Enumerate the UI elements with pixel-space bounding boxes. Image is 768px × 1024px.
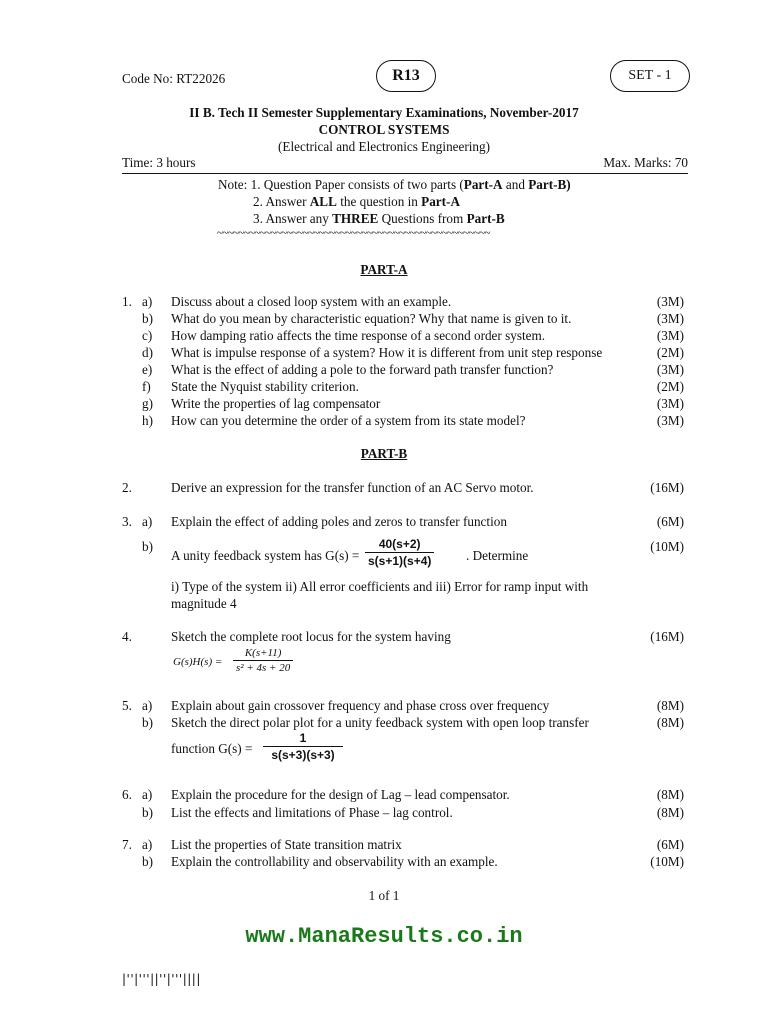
subpart-label: g) (142, 396, 153, 411)
page-number: 1 of 1 (368, 888, 400, 903)
subpart-label: e) (142, 362, 153, 377)
question-text: List the properties of State transition matrix (171, 837, 402, 852)
question-marks: (8M) (656, 715, 684, 730)
website-link[interactable]: www.ManaResults.co.in (245, 924, 523, 949)
subpart-label: a) (142, 787, 153, 802)
question-text: List the effects and limitations of Phase – lag control. (171, 805, 453, 820)
question-number: 5. (122, 698, 132, 713)
barcode: |''|'''||''|'''|||| (122, 972, 201, 986)
question-marks: (3M) (656, 311, 684, 326)
fraction-denominator: s² + 4s + 20 (236, 662, 291, 674)
question-marks: (3M) (656, 294, 684, 309)
question-text: magnitude 4 (171, 596, 237, 611)
question-text: Sketch the direct polar plot for a unity feedback system with open loop transfer (171, 715, 589, 730)
question-text: Explain about gain crossover frequency and phase cross over frequency (171, 698, 550, 713)
part-b-heading: PART-B (360, 446, 408, 461)
question-text: How damping ratio affects the time response of a second order system. (171, 328, 546, 343)
question-number: 3. (122, 514, 132, 529)
question-marks: (8M) (656, 787, 684, 802)
question-text: Explain the procedure for the design of Lag – lead compensator. (171, 787, 510, 802)
exam-time: Time: 3 hours (122, 155, 196, 170)
question-text: Derive an expression for the transfer function of an AC Servo motor. (171, 480, 534, 495)
question-marks: (10M) (650, 539, 684, 554)
exam-title: II B. Tech II Semester Supplementary Examinations, November-2017 (189, 105, 579, 120)
question-number: 1. (122, 294, 132, 309)
question-text: i) Type of the system ii) All error coefficients and iii) Error for ramp input with (171, 579, 589, 594)
equation-lhs: G(s)H(s) = (173, 656, 223, 668)
question-text: Sketch the complete root locus for the system having (171, 629, 451, 644)
max-marks: Max. Marks: 70 (603, 155, 688, 170)
root-locus-fraction (233, 647, 293, 674)
question-text: State the Nyquist stability criterion. (171, 379, 359, 394)
code-number: Code No: RT22026 (122, 71, 226, 86)
question-text: Discuss about a closed loop system with an example. (171, 294, 452, 309)
question-text: function G(s) = (171, 741, 253, 756)
fraction-bar (233, 660, 293, 661)
question-marks: (8M) (656, 698, 684, 713)
question-marks: (3M) (656, 396, 684, 411)
question-text: Explain the effect of adding poles and zeros to transfer function (171, 514, 507, 529)
set-badge: SET - 1 (610, 60, 690, 92)
question-text: How can you determine the order of a system from its state model? (171, 413, 526, 428)
subpart-label: a) (142, 294, 153, 309)
part-a-heading: PART-A (360, 262, 408, 277)
transfer-function-fraction (365, 537, 434, 568)
question-text: Write the properties of lag compensator (171, 396, 381, 411)
question-text: Explain the controllability and observability with an example. (171, 854, 498, 869)
subject-title: CONTROL SYSTEMS (318, 122, 450, 137)
note-2: 2. Answer ALL the question in Part-A (253, 194, 460, 209)
header-divider (122, 173, 688, 174)
note-3: 3. Answer any THREE Questions from Part-B (253, 211, 505, 226)
question-text: What do you mean by characteristic equation? Why that name is given to it. (171, 311, 572, 326)
subpart-label: f) (142, 379, 151, 394)
question-marks: (3M) (656, 413, 684, 428)
question-marks: (16M) (650, 629, 684, 644)
question-marks: (6M) (656, 514, 684, 529)
question-marks: (16M) (650, 480, 684, 495)
fraction-numerator: 1 (299, 731, 307, 745)
fraction-denominator: s(s+1)(s+4) (368, 554, 432, 568)
subpart-label: b) (142, 539, 153, 554)
question-number: 6. (122, 787, 132, 802)
tilde-divider: ~~~~~~~~~~~~~~~~~~~~~~~~~~~~~~~~~~~~~~~~~~~~~~~~~~~ (217, 227, 490, 239)
question-text: . Determine (466, 548, 529, 563)
note-1: Note: 1. Question Paper consists of two parts (Part-A and Part-B) (218, 177, 571, 192)
subpart-label: a) (142, 837, 153, 852)
subpart-label: d) (142, 345, 153, 360)
subpart-label: a) (142, 698, 153, 713)
subpart-label: a) (142, 514, 153, 529)
fraction-bar (263, 746, 343, 747)
fraction-bar (365, 552, 434, 553)
question-number: 2. (122, 480, 132, 495)
question-marks: (2M) (656, 379, 684, 394)
branch-name: (Electrical and Electronics Engineering) (278, 139, 490, 154)
fraction-numerator: 40(s+2) (378, 537, 421, 551)
question-text: A unity feedback system has G(s) = (171, 548, 360, 563)
question-marks: (3M) (656, 362, 684, 377)
question-text: What is impulse response of a system? How it is different from unit step response (171, 345, 603, 360)
fraction-denominator: s(s+3)(s+3) (271, 748, 335, 762)
question-number: 7. (122, 837, 132, 852)
question-marks: (3M) (656, 328, 684, 343)
question-number: 4. (122, 629, 132, 644)
question-marks: (6M) (656, 837, 684, 852)
question-marks: (2M) (656, 345, 684, 360)
question-text: What is the effect of adding a pole to the forward path transfer function? (171, 362, 554, 377)
question-marks: (8M) (656, 805, 684, 820)
fraction-numerator: K(s+11) (244, 647, 282, 659)
regulation-badge: R13 (376, 60, 436, 92)
question-marks: (10M) (650, 854, 684, 869)
polar-plot-fraction (263, 731, 343, 762)
subpart-label: c) (142, 328, 153, 343)
subpart-label: h) (142, 413, 153, 428)
subpart-label: b) (142, 805, 153, 820)
subpart-label: b) (142, 854, 153, 869)
subpart-label: b) (142, 715, 153, 730)
subpart-label: b) (142, 311, 153, 326)
